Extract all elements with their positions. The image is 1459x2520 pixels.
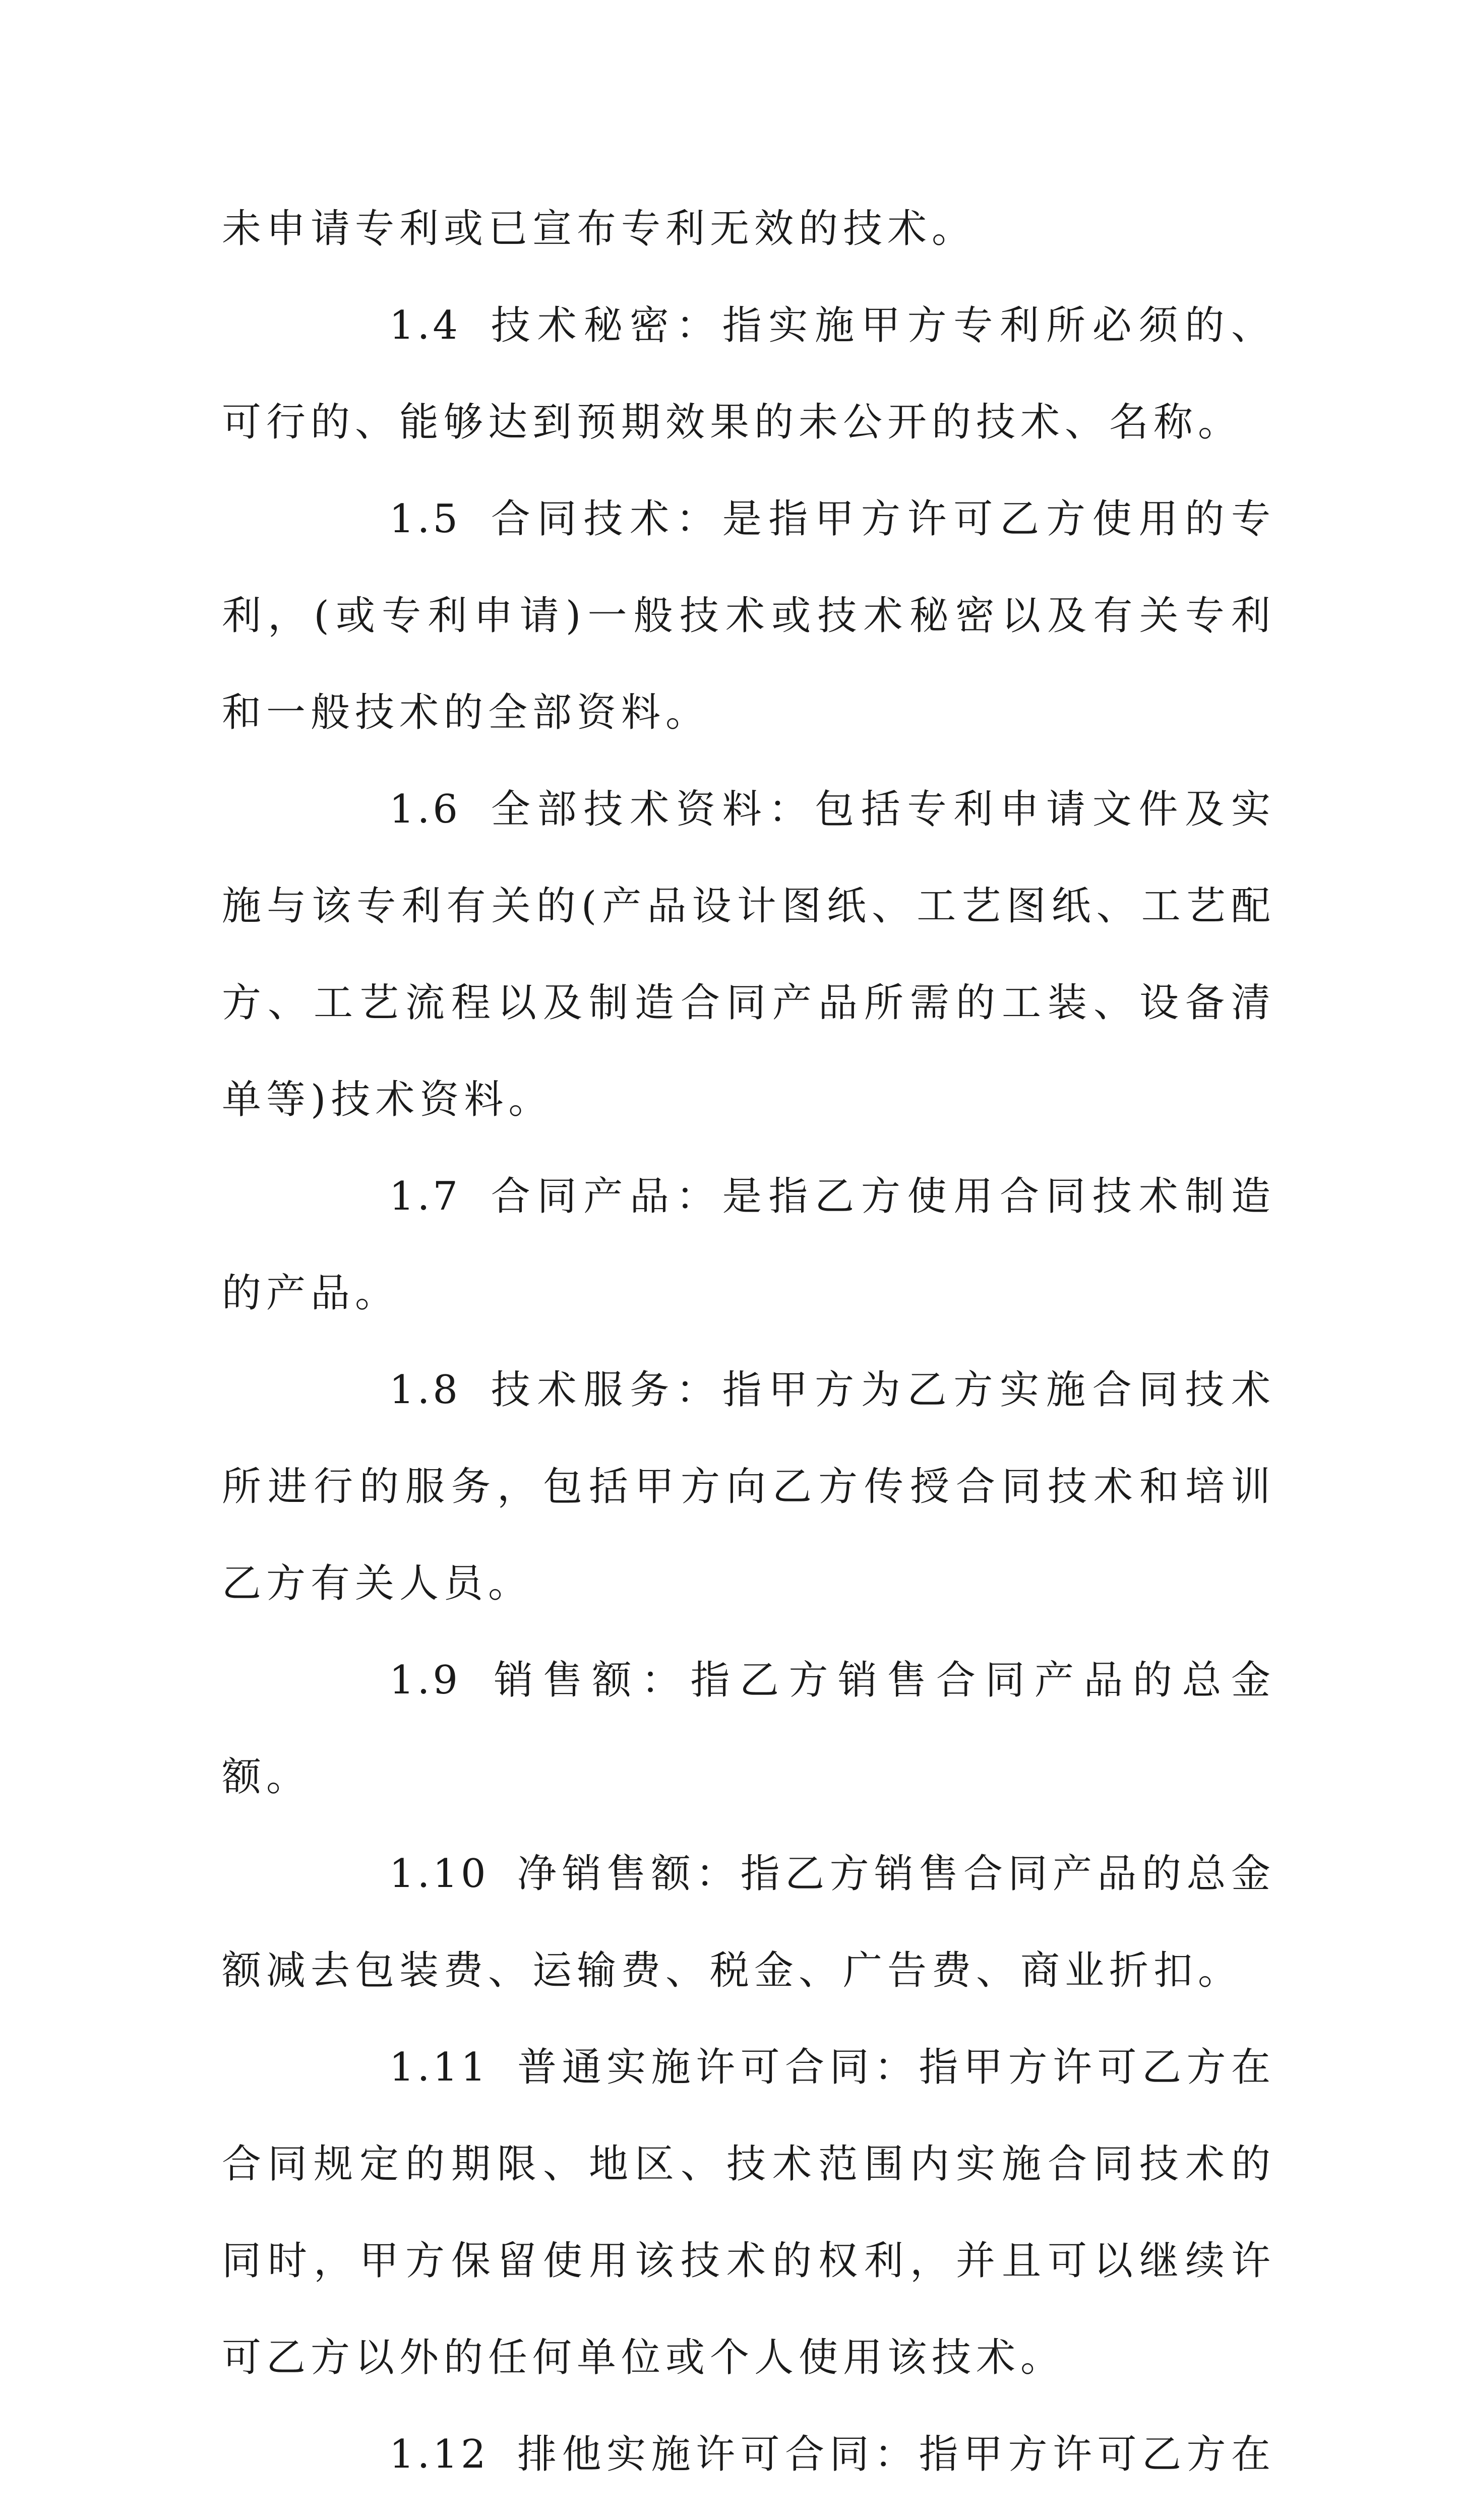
clause-number: 1.4 <box>389 303 461 348</box>
paragraph-1-4 <box>222 277 1275 471</box>
paragraph-text: 销售额：指乙方销售合同产品的总金额。 <box>222 1658 1275 1800</box>
clause-number: 1.12 <box>389 2432 489 2477</box>
paragraph-1-10 <box>222 1825 1275 2019</box>
paragraph-1-9 <box>222 1632 1275 1825</box>
paragraph-text: 合同产品：是指乙方使用合同技术制造的产品。 <box>222 1174 1275 1316</box>
paragraph-1-5 <box>222 471 1275 761</box>
paragraph-text: 净销售额：指乙方销售合同产品的总金额减去包装费、运输费、税金、广告费、商业折扣。 <box>222 1851 1275 1993</box>
clause-number: 1.9 <box>389 1658 461 1703</box>
paragraph-continuation <box>222 180 1275 277</box>
document-body <box>222 180 1275 2520</box>
clause-number: 1.10 <box>389 1851 489 1897</box>
paragraph-text: 技术秘密：指实施甲方专利所必须的、可行的、能够达到预期效果的未公开的技术、名称。 <box>222 303 1275 445</box>
paragraph-1-8 <box>222 1342 1275 1632</box>
paragraph-1-7 <box>222 1148 1275 1342</box>
paragraph-1-12 <box>222 2406 1275 2520</box>
clause-number: 1.11 <box>389 2045 489 2090</box>
clause-number: 1.5 <box>389 496 461 542</box>
paragraph-text: 技术服务：指甲方为乙方实施合同技术所进行的服务，包括甲方向乙方传授合同技术和培训乙方有关人员。 <box>222 1367 1275 1606</box>
paragraph-text: 全部技术资料：包括专利申请文件及实施与该专利有关的(产品设计图纸、工艺图纸、工艺配方、工艺流程以及制造合同产品所需的工装、设备清单等)技术资料。 <box>222 787 1275 1122</box>
paragraph-1-6 <box>222 761 1275 1148</box>
clause-number: 1.8 <box>389 1367 461 1413</box>
clause-number: 1.7 <box>389 1174 461 1219</box>
paragraph-text: 未申请专利或已宣布专利无效的技术。 <box>222 206 977 251</box>
paragraph-text: 普通实施许可合同：指甲方许可乙方在合同规定的期限、地区、技术范围内实施合同技术的同时，甲方保留使用该技术的权利，并且可以继续许可乙方以外的任何单位或个人使用该技术。 <box>222 2045 1275 2380</box>
paragraph-1-11 <box>222 2019 1275 2406</box>
paragraph-text: 排他实施许可合同：指甲方许可乙方在 <box>517 2432 1275 2477</box>
paragraph-text: 合同技术：是指甲方许可乙方使用的专利，(或专利申请)一般技术或技术秘密以及有关专利和一般技术的全部资料。 <box>222 496 1275 735</box>
clause-number: 1.6 <box>389 787 461 832</box>
